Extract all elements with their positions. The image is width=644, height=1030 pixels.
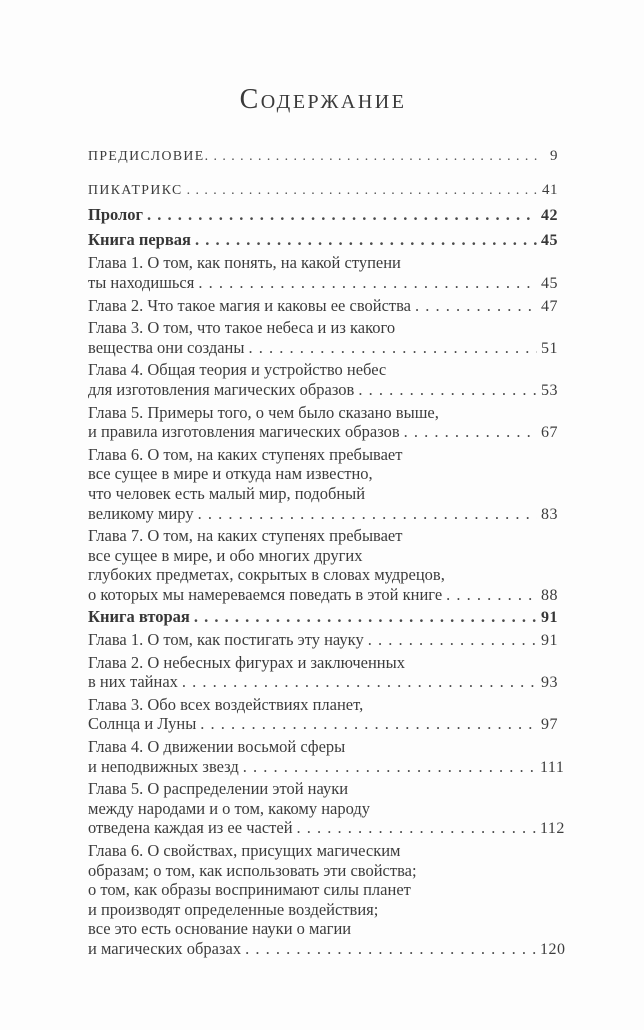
toc-entry-text: Книга вторая [88,607,190,627]
page-number: 41 [542,181,558,198]
dot-leader [147,205,537,225]
toc-entry-text: Глава 4. О движении восьмой сферы [88,737,346,757]
toc-entry-text: образам; о том, как использовать эти свойства; [88,860,417,880]
toc-entry-text: и магических образах [88,938,242,958]
toc-entry-last-line [88,504,558,525]
page-number: 45 [541,231,558,249]
page-number: 120 [540,940,566,958]
toc-entry-text: ПРЕДИСЛОВИЕ. [88,148,210,163]
page-number: 88 [541,586,558,604]
page-number: 9 [550,148,558,164]
toc-entry-text: все это есть основание науки о магии [88,919,352,939]
dot-leader [415,296,537,316]
dot-leader [195,230,537,250]
toc-entry [88,737,565,777]
toc-entry-text: о том, как образы воспринимают силы планет [88,880,411,900]
toc-entry-text: все сущее в мире и откуда нам известно, [88,464,373,484]
toc-entry [88,779,565,839]
toc-entry [88,403,558,443]
page-number: 91 [541,609,558,627]
page-number: 112 [540,820,565,838]
toc-entry-text: и неподвижных звезд [88,756,239,776]
dot-leader [297,818,537,838]
toc-entry-text: для изготовления магических образов [88,379,355,399]
toc-entry-last-line [88,672,558,693]
toc-entry-last-line [88,714,558,735]
toc-entry-last-line [88,607,558,628]
toc-entry-text: в них тайнах [88,672,178,692]
page-number: 42 [541,207,558,225]
toc-list [88,146,566,960]
toc-entry [88,445,558,524]
toc-entry-last-line [88,273,558,294]
toc-entry-text: ты находишься [88,272,195,292]
dot-leader [404,422,537,442]
toc-entry [88,318,558,358]
dot-leader [245,939,537,959]
toc-entry-text: Книга первая [88,229,191,249]
page-number: 97 [541,716,558,734]
toc-entry-last-line [88,938,566,960]
toc-entry-text: все сущее в мире, и обо многих других [88,545,363,565]
dot-leader [182,672,537,692]
toc-entry-text: что человек есть малый мир, подобный [88,483,366,503]
toc-entry-text: между народами и о том, какому народу [88,798,371,818]
toc-entry [88,180,558,201]
dot-leader [200,714,537,734]
toc-entry-last-line [88,338,558,359]
toc-entry-text: ПИКАТРИКС [88,181,183,197]
toc-entry-text: глубоких предметах, сокрытых в словах мудрецов, [88,565,445,585]
toc-entry-text: и правила изготовления магических образов [88,422,400,442]
toc-entry-text: Глава 6. О свойствах, присущих магическим [88,841,401,860]
toc-entry-text: Глава 6. О том, на каких ступенях пребывает [88,444,403,464]
toc-entry-text: Глава 2. О небесных фигурах и заключенных [88,652,405,672]
toc-entry-text: Глава 7. О том, на каких ступенях пребывает [88,526,403,546]
toc-entry-last-line [88,422,558,443]
dot-leader [187,180,537,200]
toc-entry-text: Глава 4. Общая теория и устройство небес [88,360,387,380]
page-number: 45 [541,274,558,292]
toc-entry [88,526,558,605]
toc-entry [88,296,558,317]
toc-entry-text: Солнца и Луны [88,714,197,734]
toc-entry [88,205,558,226]
toc-entry [88,841,566,960]
dot-leader [446,585,537,605]
page-number: 47 [541,297,558,315]
toc-entry-text: Глава 3. Обо всех воздействиях планет, [88,694,364,714]
toc-entry-last-line [88,380,558,401]
toc-entry-last-line [88,296,558,317]
toc-entry-last-line [88,230,558,251]
dot-leader [243,757,537,777]
toc-entry-text: Пролог [88,205,144,225]
toc-entry-last-line [88,818,565,839]
dot-leader [368,630,537,650]
toc-entry-text: и производят определенные воздействия; [88,899,379,919]
toc-entry [88,360,558,400]
dot-leader [358,380,537,400]
toc-entry [88,695,558,735]
page-number: 51 [541,339,558,357]
toc-entry-text: великому миру [88,503,194,523]
toc-entry-last-line [88,146,558,167]
page-number: 83 [541,505,558,523]
toc-entry-text: вещества они созданы [88,337,245,357]
toc-entry-last-line [88,180,558,201]
page-number: 93 [541,674,558,692]
dot-leader [198,504,537,524]
toc-entry [88,146,558,167]
toc-entry-last-line [88,630,558,651]
toc-entry [88,653,558,693]
toc-entry [88,253,558,293]
toc-entry-text: Глава 3. О том, что такое небеса и из какого [88,318,396,338]
toc-entry [88,607,558,628]
toc-entry-text: Глава 5. Примеры того, о чем было сказано выше, [88,402,439,422]
toc-entry-text: Глава 5. О распределении этой науки [88,779,349,799]
toc-entry-last-line [88,205,558,226]
toc-entry-text: о которых мы намереваемся поведать в этой книге [88,584,443,604]
page-title: Содержание [239,84,407,115]
toc-entry-text: Глава 1. О том, как понять, на какой ступени [88,253,401,273]
toc-entry-text: отведена каждая из ее частей [88,818,293,838]
toc-entry-text: Глава 2. Что такое магия и каковы ее свойства [88,295,412,315]
toc-entry-last-line [88,585,558,606]
dot-leader [194,607,537,627]
toc-entry [88,230,558,251]
dot-leader [248,338,537,358]
page-number: 111 [540,758,565,776]
toc-entry-last-line [88,756,565,778]
toc-entry-text: Глава 1. О том, как постигать эту науку [88,630,364,650]
toc-entry [88,630,558,651]
dot-leader [198,273,537,293]
page-number: 53 [541,381,558,399]
page-number: 91 [541,632,558,650]
page-number: 67 [541,424,558,442]
dot-leader [213,146,537,166]
